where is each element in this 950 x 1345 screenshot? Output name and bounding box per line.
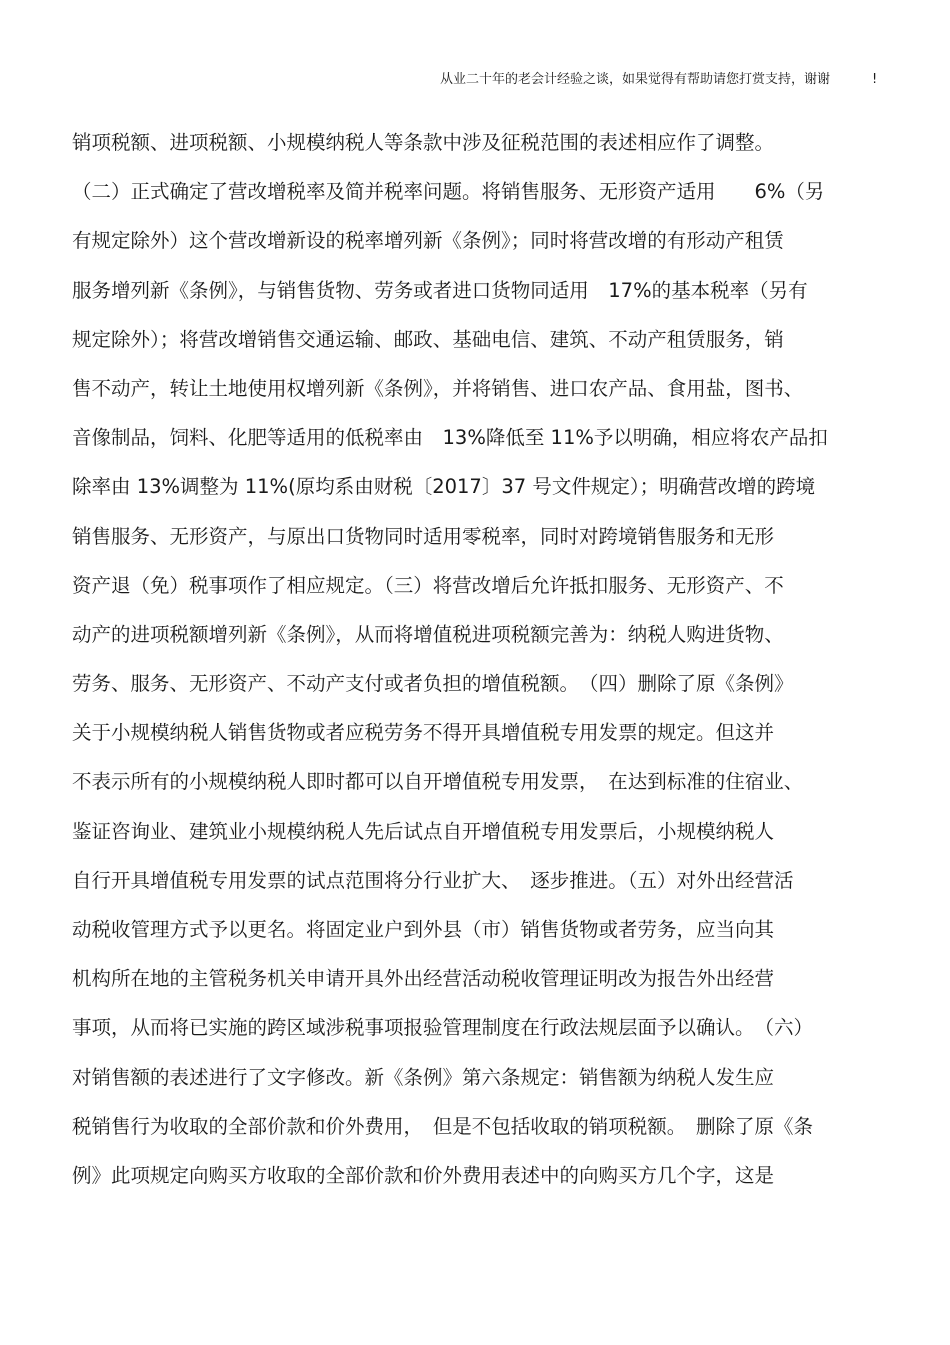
text-line: 销售服务、无形资产，与原出口货物同时适用零税率，同时对跨境销售服务和无形 xyxy=(72,524,775,548)
document-body xyxy=(72,118,884,1200)
text-line: 劳务、服务、无形资产、不动产支付或者负担的增值税额。 （四）删除了原《条例》 xyxy=(72,672,794,696)
text-line: 动税收管理方式予以更名。将固定业户到外县（市）销售货物或者劳务，应当向其 xyxy=(72,918,775,941)
text-line: 动产的进项税额增列新《条例》，从而将增值税进项税额完善为：纳税人购进货物、 xyxy=(72,622,784,646)
text-line: 不表示所有的小规模纳税人即时都可以自开增值税专用发票， 在达到标准的住宿业、 xyxy=(72,770,804,794)
text-line: 鉴证咨询业、建筑业小规模纳税人先后试点自开增值税专用发票后，小规模纳税人 xyxy=(72,819,775,843)
text-line: 音像制品，饲料、化肥等适用的低税率由 13%降低至 11%予以明确，相应将农产品扣 xyxy=(72,426,828,450)
text-line: 事项，从而将已实施的跨区域涉税事项报验管理制度在行政法规层面予以确认。 （六） xyxy=(72,1016,814,1040)
text-line: 除率由 13%调整为 11%(原均系由财税〔2017〕37 号文件规定）；明确营改增的跨境 xyxy=(72,475,816,499)
header-exclamation: ! xyxy=(872,72,878,87)
header-text: 从业二十年的老会计经验之谈，如果觉得有帮助请您打赏支持，谢谢 xyxy=(440,72,831,87)
text-line: 关于小规模纳税人销售货物或者应税劳务不得开具增值税专用发票的规定。但这并 xyxy=(72,721,775,745)
text-line: 服务增列新《条例》，与销售货物、劳务或者进口货物同适用 17%的基本税率（另有 xyxy=(72,278,808,302)
text-line: 售不动产，转让土地使用权增列新《条例》，并将销售、进口农产品、食用盐，图书、 xyxy=(72,376,804,400)
text-line: 有规定除外）这个营改增新设的税率增列新《条例》；同时将营改增的有形动产租赁 xyxy=(72,229,784,253)
text-line: 对销售额的表述进行了文字修改。新《条例》第六条规定：销售额为纳税人发生应 xyxy=(72,1065,775,1089)
text-line: 自行开具增值税专用发票的试点范围将分行业扩大、 逐步推进。（五）对外出经营活 xyxy=(72,868,794,892)
text-line: 例》此项规定向购买方收取的全部价款和价外费用表述中的向购买方几个字，这是 xyxy=(72,1163,775,1187)
page-header xyxy=(440,70,880,90)
text-line: （二）正式确定了营改增税率及简并税率问题。将销售服务、无形资产适用 6%（另 xyxy=(72,180,825,204)
text-line: 税销售行为收取的全部价款和价外费用， 但是不包括收取的销项税额。 删除了原《条 xyxy=(72,1114,814,1138)
text-line: 销项税额、进项税额、小规模纳税人等条款中涉及征税范围的表述相应作了调整。 xyxy=(72,131,775,154)
text-line: 规定除外）；将营改增销售交通运输、邮政、基础电信、建筑、不动产租赁服务，销 xyxy=(72,327,784,351)
text-line: 机构所在地的主管税务机关申请开具外出经营活动税收管理证明改为报告外出经营 xyxy=(72,967,775,991)
text-line: 资产退（免）税事项作了相应规定。（三）将营改增后允许抵扣服务、无形资产、不 xyxy=(72,573,784,597)
